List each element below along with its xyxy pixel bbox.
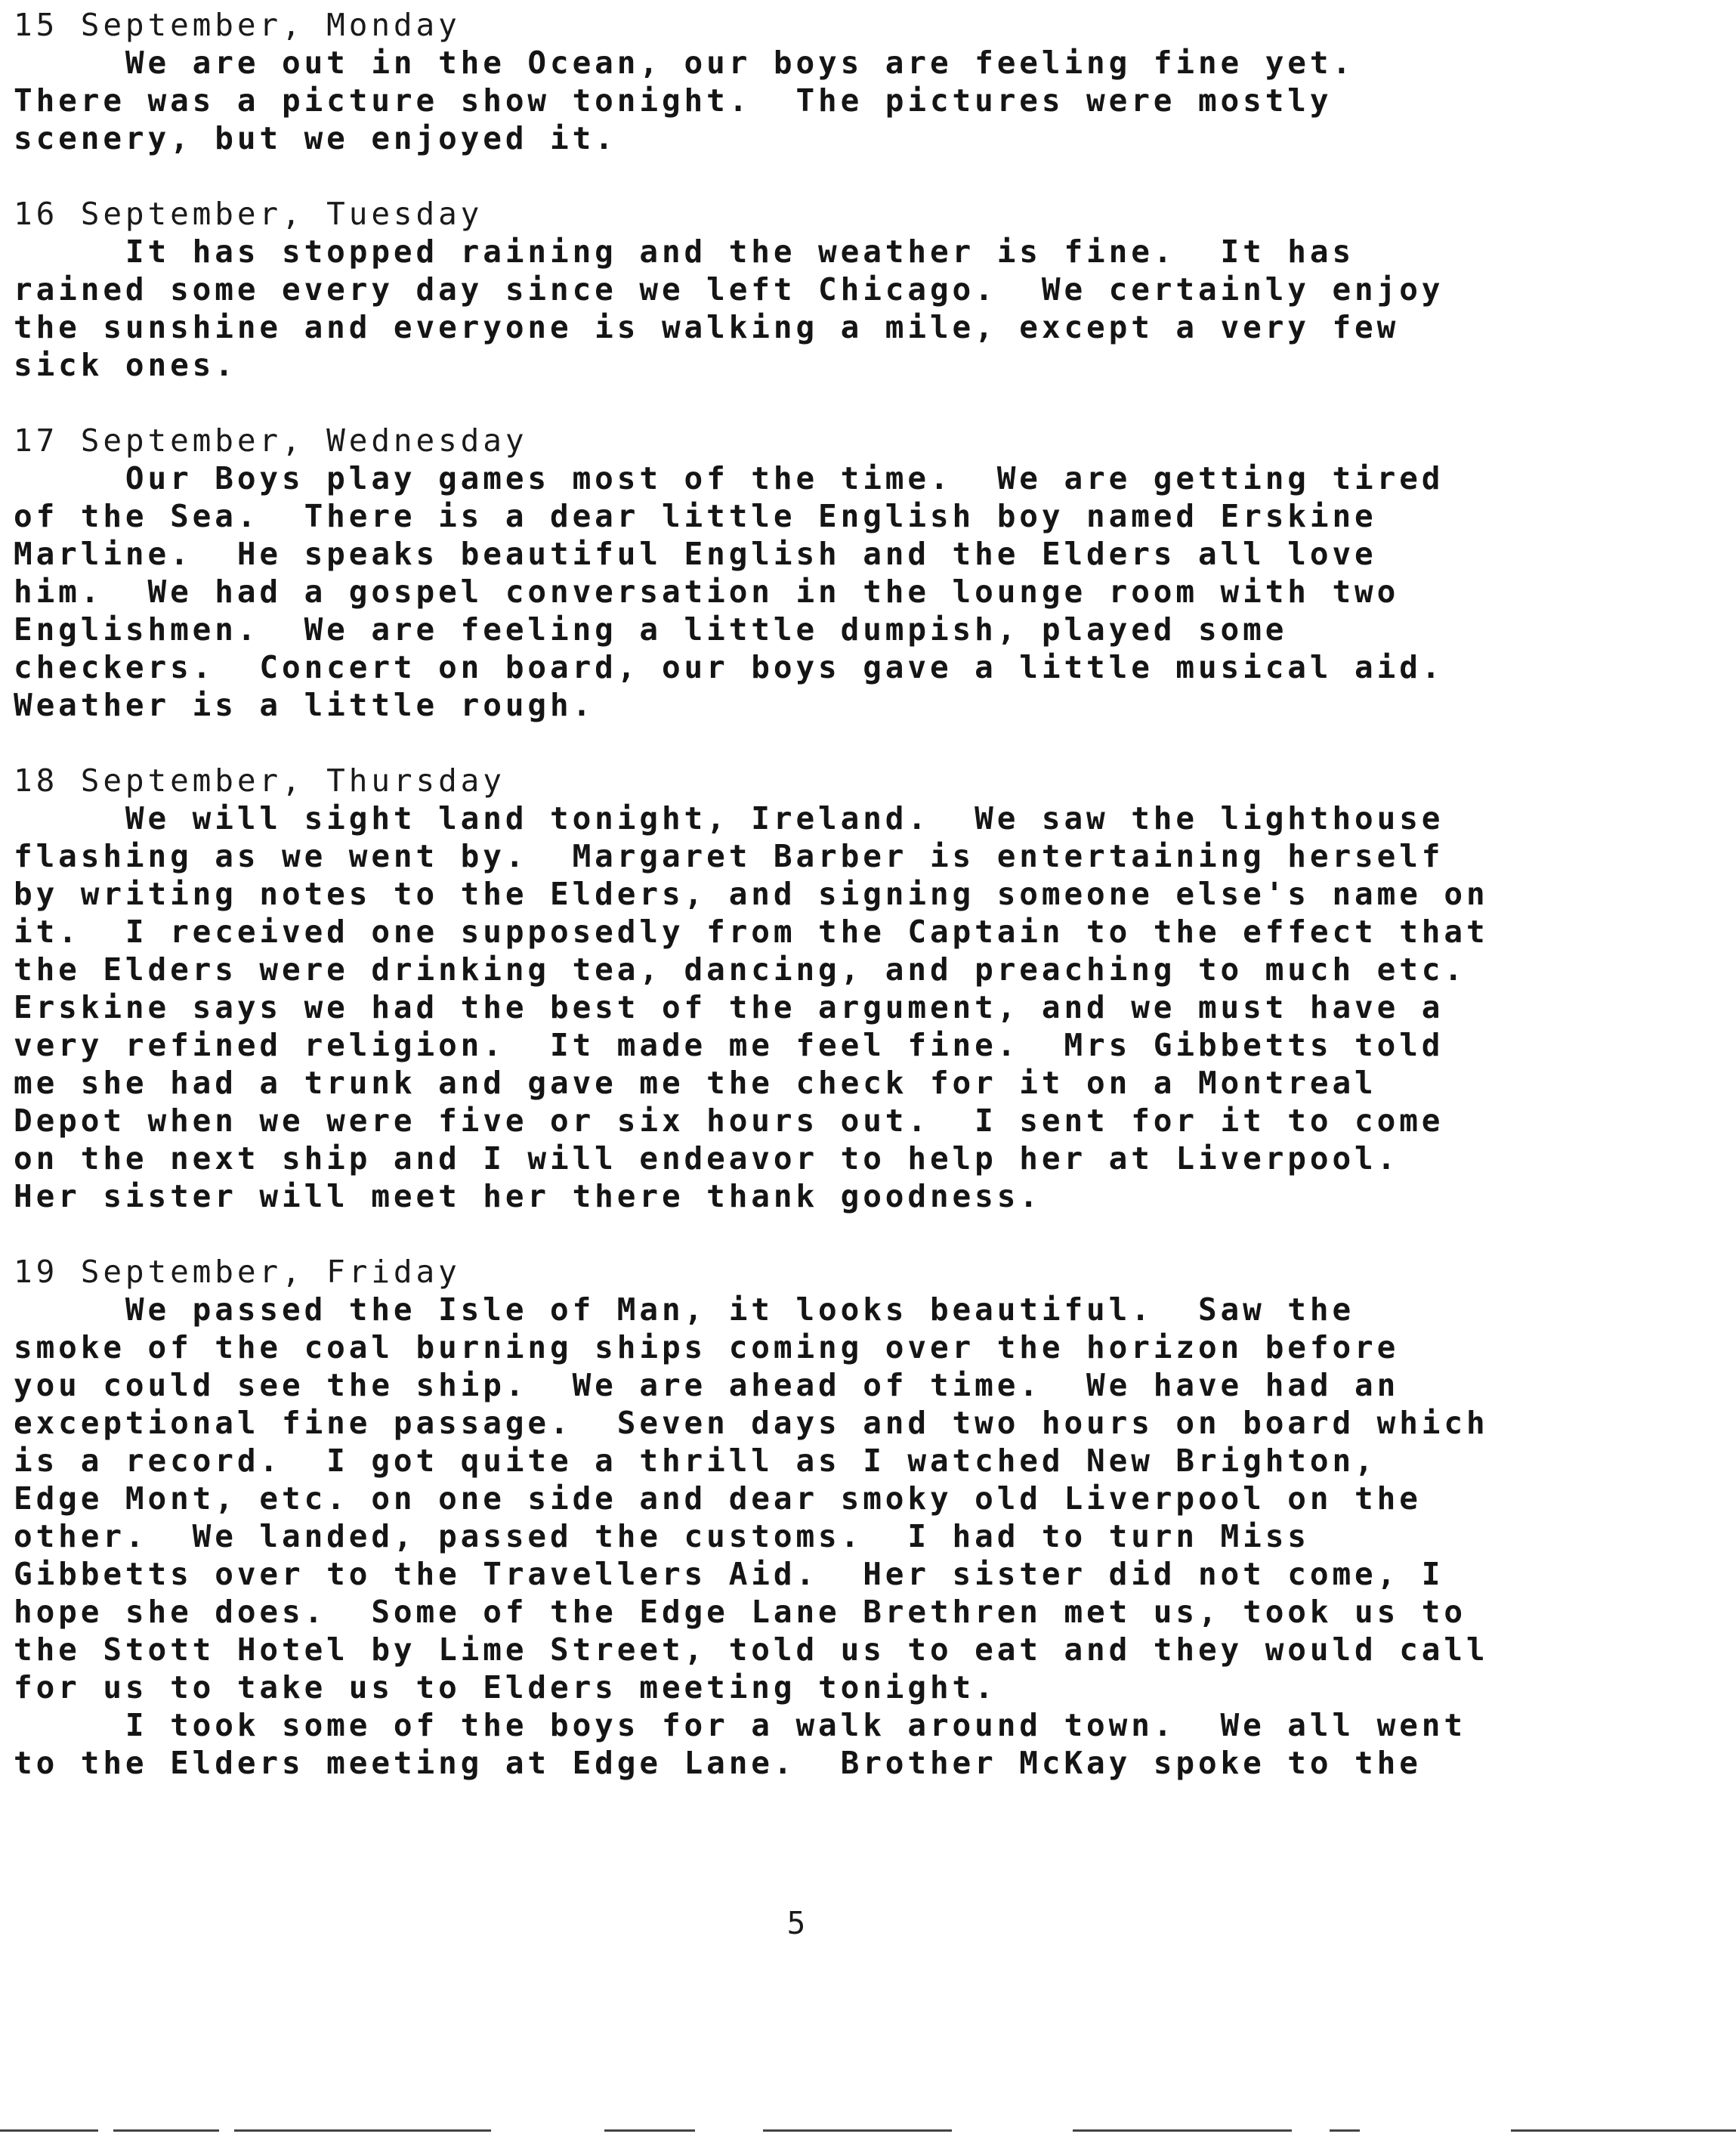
entry-line: the Elders were drinking tea, dancing, and preaching to much etc. bbox=[14, 951, 1466, 988]
entry-line: Edge Mont, etc. on one side and dear smoky old Liverpool on the bbox=[14, 1480, 1422, 1517]
entry-line: by writing notes to the Elders, and signing someone else's name on bbox=[14, 876, 1489, 912]
entry-date: 15 September, Monday bbox=[14, 7, 461, 43]
entry-line: other. We landed, passed the customs. I had to turn Miss bbox=[14, 1518, 1310, 1554]
journal-entry bbox=[14, 422, 1570, 724]
entry-line: very refined religion. It made me feel fine. Mrs Gibbetts told bbox=[14, 1027, 1444, 1063]
entry-line: There was a picture show tonight. The pictures were mostly bbox=[14, 82, 1333, 119]
page-number: 5 bbox=[786, 1905, 806, 1941]
entry-line: me she had a trunk and gave me the check for it on a Montreal bbox=[14, 1065, 1377, 1101]
journal-entry bbox=[14, 762, 1570, 1215]
entry-line: hope she does. Some of the Edge Lane Brethren met us, took us to bbox=[14, 1594, 1466, 1630]
entry-line: checkers. Concert on board, our boys gave a little musical aid. bbox=[14, 649, 1444, 685]
entry-line: the sunshine and everyone is walking a mile, except a very few bbox=[14, 309, 1400, 345]
journal-entry bbox=[14, 1253, 1570, 1782]
scan-edge-line bbox=[0, 2129, 1736, 2132]
entry-line: It has stopped raining and the weather is fine. It has bbox=[14, 233, 1355, 270]
entry-line: We passed the Isle of Man, it looks beautiful. Saw the bbox=[14, 1291, 1355, 1328]
entry-line: is a record. I got quite a thrill as I watched New Brighton, bbox=[14, 1443, 1377, 1479]
entry-line: of the Sea. There is a dear little English boy named Erskine bbox=[14, 498, 1377, 534]
entry-line: scenery, but we enjoyed it. bbox=[14, 120, 617, 156]
entry-line: on the next ship and I will endeavor to help her at Liverpool. bbox=[14, 1140, 1400, 1177]
entry-line: to the Elders meeting at Edge Lane. Brother McKay spoke to the bbox=[14, 1745, 1422, 1781]
entry-line: smoke of the coal burning ships coming over the horizon before bbox=[14, 1329, 1400, 1365]
entry-date: 18 September, Thursday bbox=[14, 762, 505, 799]
entry-line: the Stott Hotel by Lime Street, told us to eat and they would call bbox=[14, 1631, 1489, 1668]
entry-date: 17 September, Wednesday bbox=[14, 422, 528, 459]
entry-line: flashing as we went by. Margaret Barber is entertaining herself bbox=[14, 838, 1444, 874]
entry-line: I took some of the boys for a walk around town. We all went bbox=[14, 1707, 1466, 1743]
entry-line: We are out in the Ocean, our boys are feeling fine yet. bbox=[14, 45, 1355, 81]
entry-line: Gibbetts over to the Travellers Aid. Her sister did not come, I bbox=[14, 1556, 1444, 1592]
entry-line: exceptional fine passage. Seven days and two hours on board which bbox=[14, 1405, 1489, 1441]
entry-line: Erskine says we had the best of the argument, and we must have a bbox=[14, 989, 1444, 1025]
entry-line: Englishmen. We are feeling a little dumpish, played some bbox=[14, 611, 1288, 648]
entry-line: it. I received one supposedly from the Captain to the effect that bbox=[14, 914, 1489, 950]
entry-line: rained some every day since we left Chicago. We certainly enjoy bbox=[14, 271, 1444, 308]
entry-date: 19 September, Friday bbox=[14, 1254, 461, 1290]
entry-line: Her sister will meet her there thank goodness. bbox=[14, 1178, 1042, 1214]
entry-line: for us to take us to Elders meeting tonight. bbox=[14, 1669, 997, 1706]
entry-line: We will sight land tonight, Ireland. We saw the lighthouse bbox=[14, 800, 1444, 837]
entry-line: you could see the ship. We are ahead of time. We have had an bbox=[14, 1367, 1400, 1403]
entry-line: Weather is a little rough. bbox=[14, 687, 595, 723]
journal-text bbox=[14, 6, 1570, 1782]
entry-date: 16 September, Tuesday bbox=[14, 196, 483, 232]
entry-line: Depot when we were five or six hours out. I sent for it to come bbox=[14, 1102, 1444, 1139]
journal-entry bbox=[14, 6, 1570, 157]
entry-line: him. We had a gospel conversation in the lounge room with two bbox=[14, 574, 1400, 610]
entry-line: sick ones. bbox=[14, 347, 237, 383]
journal-entry bbox=[14, 195, 1570, 384]
entry-line: Our Boys play games most of the time. We are getting tired bbox=[14, 460, 1444, 496]
entry-line: Marline. He speaks beautiful English and the Elders all love bbox=[14, 536, 1377, 572]
